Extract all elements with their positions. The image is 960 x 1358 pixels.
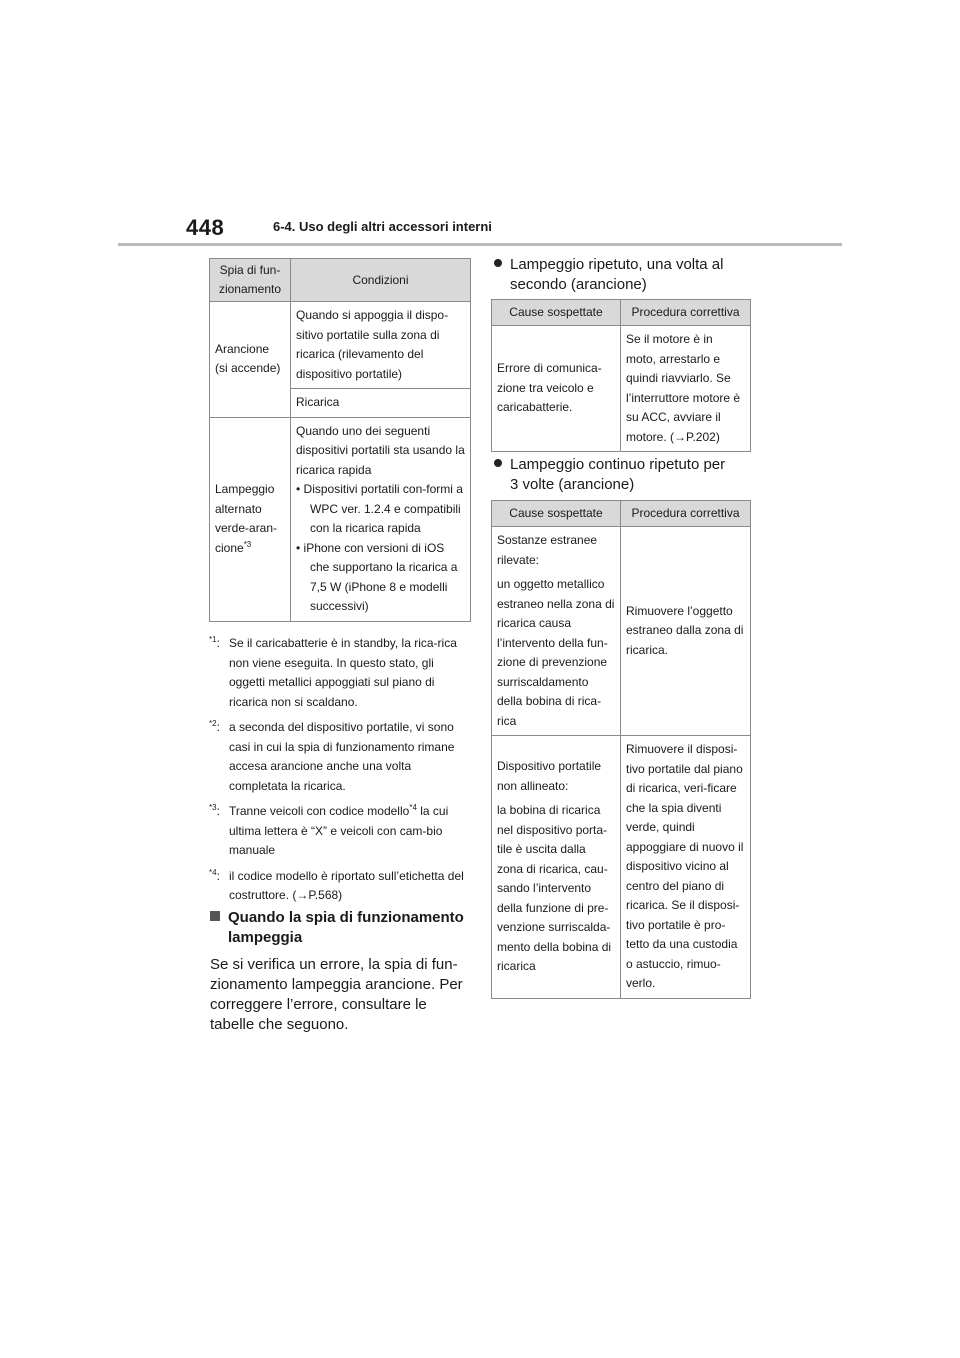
cell-condition: Ricarica [291,389,471,418]
sub-heading-text: Quando la spia di funzionamento lampeggia [228,909,464,946]
column-header-condizioni: Condizioni [291,259,471,302]
page-number: 448 [186,215,225,240]
footnote [209,718,471,796]
cell-condition [291,417,471,621]
sub-heading [210,908,472,947]
body-paragraph: Se si verifica un errore, la spia di fun-zionamento lampeggia arancione. Per correggere l’errore, consultare le tabelle che seguono. [210,956,463,1033]
section-title: 6-4. Uso degli altri accessori interni [273,219,492,234]
footnote-text: il codice modello è riportato sull’etichetta del costruttore. (→P.568) [229,868,464,902]
table-row [210,417,471,621]
cell-spia-lampeggio-text: Lampeggio alternato verde-aran-cione [215,482,278,555]
footnote-ref: *3 [243,539,252,549]
condition-list-item: • Dispositivi portatili con-formi a WPC ver. 1.2.4 e compatibili con la ricarica rapida [296,482,463,535]
footnote-mark: $^{*3}$: [209,803,220,818]
table-row [492,527,751,736]
footnotes [209,634,471,912]
footnote [209,802,471,861]
cell-procedure: Rimuovere il disposi-tivo portatile dal piano di ricarica, veri-ficare che la spia diventi verde, quindi appoggiare di nuovo il dispositivo vicino al centro del piano di ricarica. Se il disposi-tivo portatile è pro-tetto da una custodia o astuccio, rimuo-verlo. [621,736,751,999]
bullet-dot-icon [494,259,502,267]
table-row [492,326,751,452]
column-header-procedura: Procedura correttiva [621,300,751,326]
table-row [492,736,751,999]
footnote-mark: $^{*1}$: [209,635,220,650]
troubleshooting-table-1 [491,299,751,452]
table-header-row [210,259,471,302]
column-header-cause: Cause sospettate [492,501,621,527]
cell-procedure: Se il motore è in moto, arrestarlo e quindi riavviarlo. Se l’interruttore motore è su ACC, avviare il motore. (→P.202) [621,326,751,452]
bullet-dot-icon [494,459,502,467]
column-header-cause: Cause sospettate [492,300,621,326]
cell-cause: Dispositivo portatile non allineato: la bobina di ricarica nel dispositivo porta-tile è uscita dalla zona di ricarica, cau-sando l’intervento della funzione di pre-venzione surriscalda-mento della bobina di ricarica [492,736,621,999]
condition-intro: Quando uno dei seguenti dispositivi portatili sta usando la ricarica rapida [296,423,465,477]
footnote [209,634,471,712]
indicator-conditions-table [209,258,471,622]
footnote [209,867,471,906]
footnote-text: Se il caricabatterie è in standby, la rica-rica non viene eseguita. In questo stato, gli oggetti metallici appoggiati sul piano di ricarica non si scaldano. [229,636,457,709]
troubleshooting-table-2 [491,500,751,999]
header-rule [118,243,842,246]
condition-list-item: • iPhone con versioni di iOS che supportano la ricarica a 7,5 W (iPhone 8 e modelli successivi) [296,540,458,613]
footnote-text: a seconda del dispositivo portatile, vi sono casi in cui la spia di funzionamento rimane accesa arancione anche una volta completata la ricarica. [229,720,455,793]
bullet-heading: Lampeggio ripetuto, una volta al secondo (arancione) [494,255,744,295]
cell-cause: Sostanze estranee rilevate: un oggetto metallico estraneo nella zona di ricarica causa l’intervento della fun-zione di prevenzione surriscaldamento della bobina di rica-rica [492,527,621,736]
footnote-ref: *4 [409,803,417,812]
cell-condition: Quando si appoggia il dispo-sitivo portatile sulla zona di ricarica (rilevamento del dispositivo portatile) [291,302,471,389]
square-bullet-icon [210,911,220,921]
cell-spia-arancione: Arancione (si accende) [210,302,291,418]
footnote-mark: $^{*4}$: [209,867,220,883]
table-row [210,302,471,389]
bullet-heading: Lampeggio continuo ripetuto per 3 volte (arancione) [494,455,744,495]
cell-procedure: Rimuovere l’oggetto estraneo dalla zona di ricarica. [621,527,751,736]
column-header-procedura: Procedura correttiva [621,501,751,527]
column-header-spia: Spia di fun- zionamento [210,259,291,302]
table-header-row [492,501,751,527]
footnote-text: Tranne veicoli con codice modello$^{*4}$ la cui ultima lettera è “X” e veicoli con cam-bio manuale [229,803,449,857]
cell-spia-lampeggio [210,417,291,621]
cell-cause: Errore di comunica-zione tra veicolo e caricabatterie. [492,326,621,452]
footnote-mark: $^{*2}$: [209,719,220,734]
table-header-row [492,300,751,326]
